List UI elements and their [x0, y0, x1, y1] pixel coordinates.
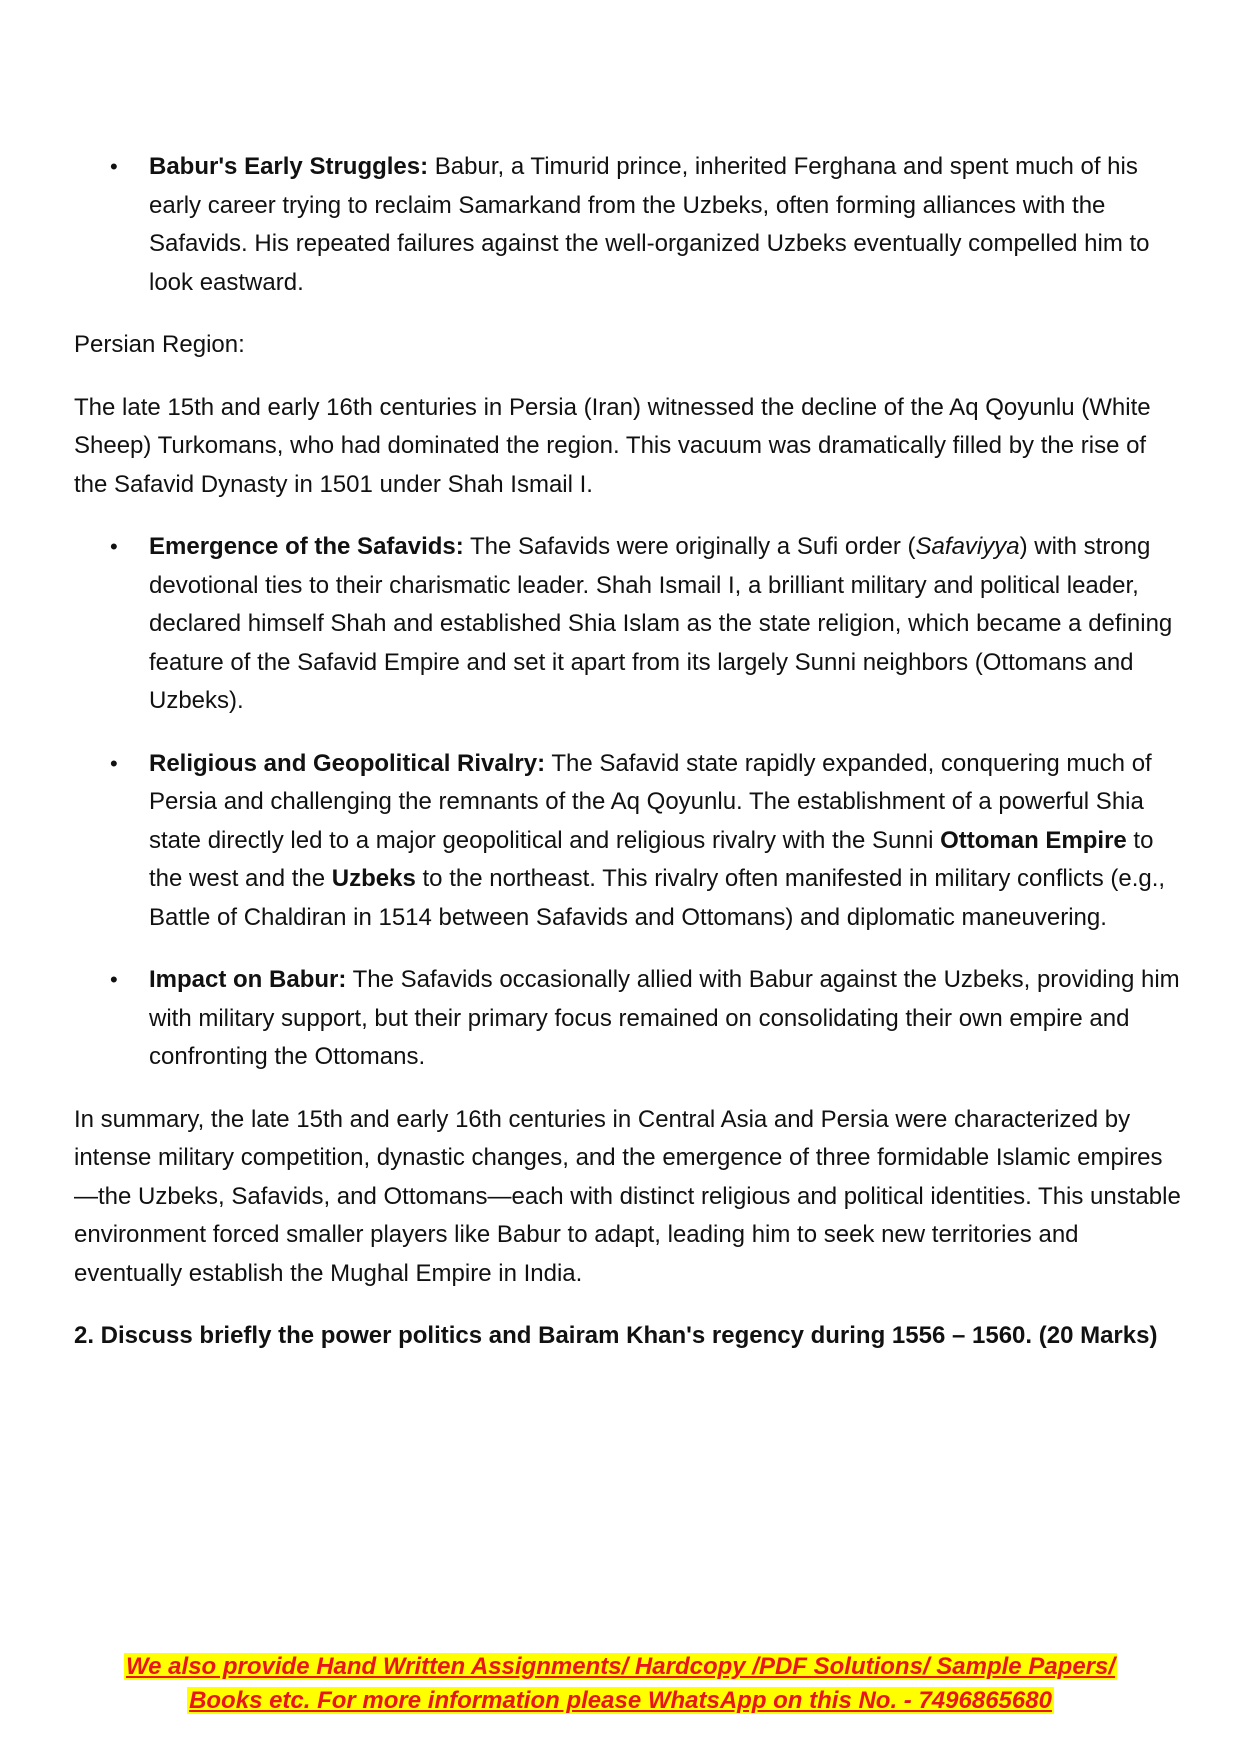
promo-footer	[0, 1650, 1241, 1718]
list-item-emergence-of-safavids	[74, 528, 1184, 721]
bullet-text: to the northeast. This rivalry often manifested in military conflicts (e.g., Battle of Chaldiran in 1514 between Safavids and Ottomans) and diplomatic maneuvering.	[149, 865, 1166, 931]
document-page	[74, 148, 1184, 1356]
list-item-babur-early-struggles	[74, 148, 1184, 302]
bullet-heading: Babur's Early Struggles:	[149, 153, 429, 180]
promo-line-1: We also provide Hand Written Assignments/ Hardcopy /PDF Solutions/ Sample Papers/	[125, 1653, 1116, 1680]
list-item-religious-geopolitical-rivalry	[74, 745, 1184, 938]
babur-bullet-list	[74, 148, 1184, 302]
list-item-impact-on-babur	[74, 961, 1184, 1077]
bullet-heading: Religious and Geopolitical Rivalry:	[149, 749, 546, 777]
safavid-bullet-list	[74, 528, 1184, 1077]
persian-intro-paragraph: The late 15th and early 16th centuries in Persia (Iran) witnessed the decline of the Aq Qoyunlu (White Sheep) Turkomans, who had dominated the region. This vacuum was dramatically filled by the rise of the Safavid Dynasty in 1501 under Shah Ismail I.	[74, 393, 1151, 498]
summary-paragraph: In summary, the late 15th and early 16th centuries in Central Asia and Persia were characterized by intense military competition, dynastic changes, and the emergence of three formidable Islamic empires—the Uzbeks, Safavids, and Ottomans—each with distinct religious and political identities. This unstable environment forced smaller players like Babur to adapt, leading him to seek new territories and eventually establish the Mughal Empire in India.	[74, 1105, 1181, 1287]
bullet-bold-term: Uzbeks	[331, 865, 416, 892]
bullet-icon: •	[110, 534, 118, 559]
bullet-text: The Safavids were originally a Sufi order (	[463, 533, 916, 560]
bullet-heading: Impact on Babur:	[149, 966, 347, 993]
bullet-italic-term: Safaviyya	[915, 533, 1020, 560]
bullet-text: Babur, a Timurid prince, inherited Ferghana and spent much of his early career trying to reclaim Samarkand from the Uzbeks, often forming alliances with the Safavids. His repeated failures against the well-organized Uzbeks eventually compelled him to look eastward.	[149, 153, 1150, 296]
bullet-icon: •	[110, 967, 118, 992]
promo-line-2: Books etc. For more information please WhatsApp on this No. - 7496865680	[189, 1687, 1052, 1714]
bullet-text: The Safavids occasionally allied with Babur against the Uzbeks, providing him with military support, but their primary focus remained on consolidating their own empire and confronting the Ottomans.	[149, 966, 1180, 1070]
bullet-text: ) with strong devotional ties to their charismatic leader. Shah Ismail I, a brilliant military and political leader, declared himself Shah and established Shia Islam as the state religion, which became a defining feature of the Safavid Empire and set it apart from its largely Sunni neighbors (Ottomans and Uzbeks).	[149, 533, 1173, 714]
bullet-text: to the west and the	[149, 826, 1154, 892]
section-label-persian-region: Persian Region:	[74, 331, 245, 358]
bullet-heading: Emergence of the Safavids:	[149, 533, 464, 560]
bullet-icon: •	[110, 154, 118, 179]
bullet-text: The Safavid state rapidly expanded, conquering much of Persia and challenging the remnants of the Aq Qoyunlu. The establishment of a powerful Shia state directly led to a major geopolitical and religious rivalry with the Sunni	[149, 749, 1152, 854]
bullet-bold-term: Ottoman Empire	[940, 826, 1127, 854]
question-heading: 2. Discuss briefly the power politics and Bairam Khan's regency during 1556 – 1560. (20 Marks)	[74, 1322, 1158, 1349]
bullet-icon: •	[110, 750, 118, 776]
